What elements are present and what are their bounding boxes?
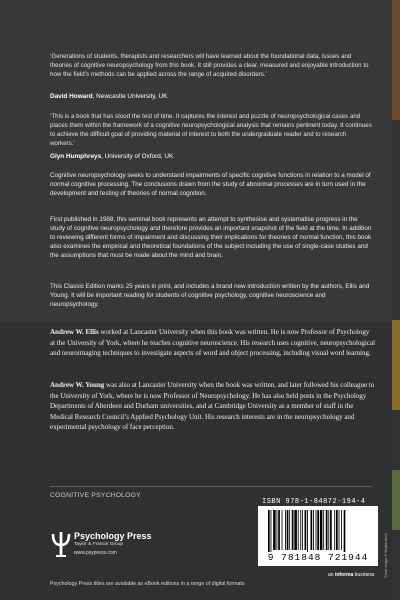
author-name: Andrew W. Ellis [50, 328, 99, 336]
barcode-bar [313, 510, 314, 550]
author-bio [50, 380, 375, 433]
description-paragraph: First published in 1988, this seminal book represents an attempt to synthesise and systematise progress in the study of cognitive neuropsychology and therefore provides an important snapshot of the field at the time. In addition to reviewing different forms of impairment and discussing their implications for theories of normal function, this book also examines the empirical and theoretical foundations of the subject including the use of single-case studies and the assumptions that must be made about the mind and brain. [50, 216, 372, 259]
cover-credit-text: Cover image © Shutterstock [384, 533, 388, 578]
barcode-bar [307, 510, 308, 552]
author-name: Andrew W. Young [50, 381, 105, 389]
review-author: Glyn Humphreys [50, 153, 102, 160]
barcode-bar [271, 510, 272, 552]
publisher-group: Taylor & Francis Group [74, 542, 124, 547]
spine-edge-strip [392, 0, 400, 600]
barcode [258, 506, 378, 566]
barcode-number: 9 781848 721944 [267, 552, 369, 563]
ebook-note: Psychology Press titles are available as eBook editions in a range of digital formats [50, 581, 245, 587]
barcode-bar [316, 510, 317, 550]
author-bio-text: was also at Lancaster University when the book was written, and later followed his colleague to the University of York, where he is now Professor of Neuropsychology. He has also held posts in the Psychology Departments of Aberdeen and Durham universities, and at Cambridge University as a member of staff in the Medical Research Council’s Applied Psychology Unit. His research interests are in the neuropsychology and experimental psychology of face perception. [50, 381, 375, 431]
series-label: COGNITIVE PSYCHOLOGY [50, 492, 141, 499]
review-attribution [50, 92, 372, 101]
barcode-bar [328, 510, 329, 550]
publisher-name: Psychology Press [74, 531, 152, 541]
barcode-bar [330, 510, 332, 550]
barcode-bars [268, 510, 368, 552]
barcode-bar [292, 510, 294, 550]
informa-suffix: business [353, 572, 375, 578]
cover-credit [384, 508, 392, 578]
barcode-bar [278, 510, 280, 550]
barcode-bar [302, 510, 303, 550]
barcode-bar [334, 510, 335, 550]
barcode-bar [273, 510, 276, 550]
description-paragraph: Cognitive neuropsychology seeks to understand impairments of specific cognitive functions in relation to a model of normal cognitive processing. The conclusions drawn from the study of abnormal processes are in turn used in the development and testing of theories of normal cognition. [50, 172, 371, 197]
description-paragraph: This Classic Edition marks 25 years in print, and includes a brand new introduction written by the authors, Ellis and Young. It will be important reading for students of cognitive psychology, cognitive neuroscience and neuropsychology. [50, 283, 370, 308]
barcode-bar [339, 510, 340, 550]
barcode-bar [320, 510, 323, 550]
barcode-bar [341, 510, 342, 550]
barcode-bar [336, 510, 338, 550]
informa-name: informa [334, 572, 354, 578]
barcode-bar [289, 510, 290, 550]
barcode-bar [317, 510, 319, 550]
barcode-bar [300, 510, 301, 550]
barcode-bar [298, 510, 299, 550]
barcode-bar [323, 510, 324, 550]
review-attribution [50, 152, 372, 161]
informa-business [328, 572, 374, 578]
review-author: David Howard [50, 93, 93, 100]
publisher-url: www.psypress.com [74, 550, 117, 556]
informa-prefix: an [328, 572, 335, 578]
review-affiliation: , University of Oxford, UK [101, 153, 174, 160]
review-quote: ‘Generations of students, therapists and researchers will have learned about the foundational data, issues and theories of cognitive neuropsychology from this book. It still provides a clear, measured and enjoyable introduction to how the field’s methods can be applied across the range of acquired disorders.’ [50, 53, 369, 78]
barcode-bar [268, 510, 270, 552]
barcode-bar [285, 510, 286, 550]
barcode-bar [287, 510, 289, 550]
author-bio-text: worked at Lancaster University when this book was written. He is now Professor of Psychology at the University of York, where he teaches cognitive neuroscience. His research uses cognitive, neuropsychological and neuroimaging techniques to investigate aspects of word and object processing, including visual word learning. [50, 328, 376, 357]
barcode-bar [344, 510, 346, 552]
barcode-bar [277, 510, 278, 550]
barcode-bar [311, 510, 313, 550]
spine-accent [392, 470, 400, 530]
barcode-bar [282, 510, 283, 550]
barcode-bar [294, 510, 297, 550]
barcode-bar [305, 510, 307, 550]
psi-logo-icon [50, 530, 72, 558]
barcode-bar [326, 510, 328, 550]
author-bio [50, 327, 375, 359]
spine-accent [392, 320, 400, 410]
divider-rule [50, 486, 372, 487]
isbn-label: ISBN 978-1-84872-194-4 [262, 498, 366, 506]
review-affiliation: , Newcastle University, UK [92, 93, 168, 100]
review-quote: ‘This is a book that has stood the test of time. It captures the interest and puzzle of neuropsychological cases and places them within the framework of a cognitive neuropsychological analysis that remains pertinent today. It continues to achieve the difficult goal of providing material of interest to both the undergraduate reader and to research workers.’ [50, 113, 372, 147]
spine-accent [392, 0, 400, 120]
